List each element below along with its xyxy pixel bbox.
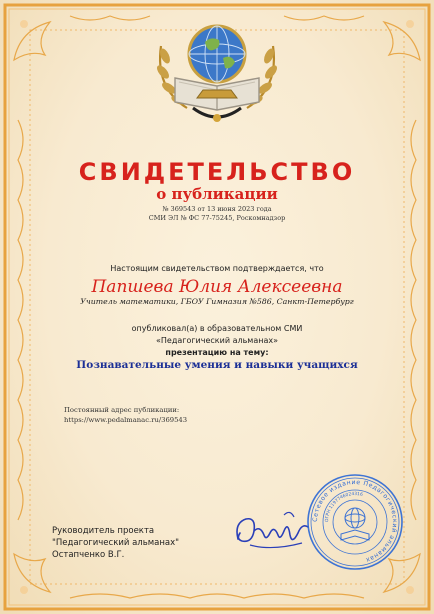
footer-role: Руководитель проекта xyxy=(52,526,155,536)
author-position: Учитель математики, ГБОУ Гимназия №586, Санкт-Петербург xyxy=(80,297,354,306)
work-type: презентацию на тему: xyxy=(165,348,269,357)
certificate-number: № 369543 от 13 июня 2023 года xyxy=(162,205,272,213)
stamp-seal-icon xyxy=(305,472,405,572)
registration-info: СМИ ЭЛ № ФС 77-75245, Роскомнадзор xyxy=(148,214,286,222)
almanac-name: «Педагогический альманах» xyxy=(155,336,278,345)
stamp-outer-text: Сетевое издание Педагогический альманах xyxy=(311,478,399,564)
signature-icon xyxy=(232,505,312,555)
published-text: опубликовал(а) в образовательном СМИ xyxy=(131,324,303,333)
certificate-subtitle: о публикации xyxy=(156,185,278,203)
svg-text:Сетевое издание Педагогический xyxy=(312,479,399,563)
stamp-inner-text: ОГРН 1197746024316 xyxy=(324,491,364,523)
author-name: Папшева Юлия Алексеевна xyxy=(91,277,343,297)
footer-project-name: "Педагогический альманах" xyxy=(52,538,180,548)
work-topic: Познавательные умения и навыки учащихся xyxy=(76,359,358,371)
globe-book-laurel-icon xyxy=(147,8,287,130)
footer-signatory: Остапченко В.Г. xyxy=(52,550,125,560)
address-url[interactable]: https://www.pedalmanac.ru/369543 xyxy=(64,416,188,424)
certificate-title: СВИДЕТЕЛЬСТВО xyxy=(78,158,356,186)
confirmation-text: Настоящим свидетельством подтверждается, что xyxy=(110,264,324,273)
address-label: Постоянный адрес публикации: xyxy=(64,406,180,414)
